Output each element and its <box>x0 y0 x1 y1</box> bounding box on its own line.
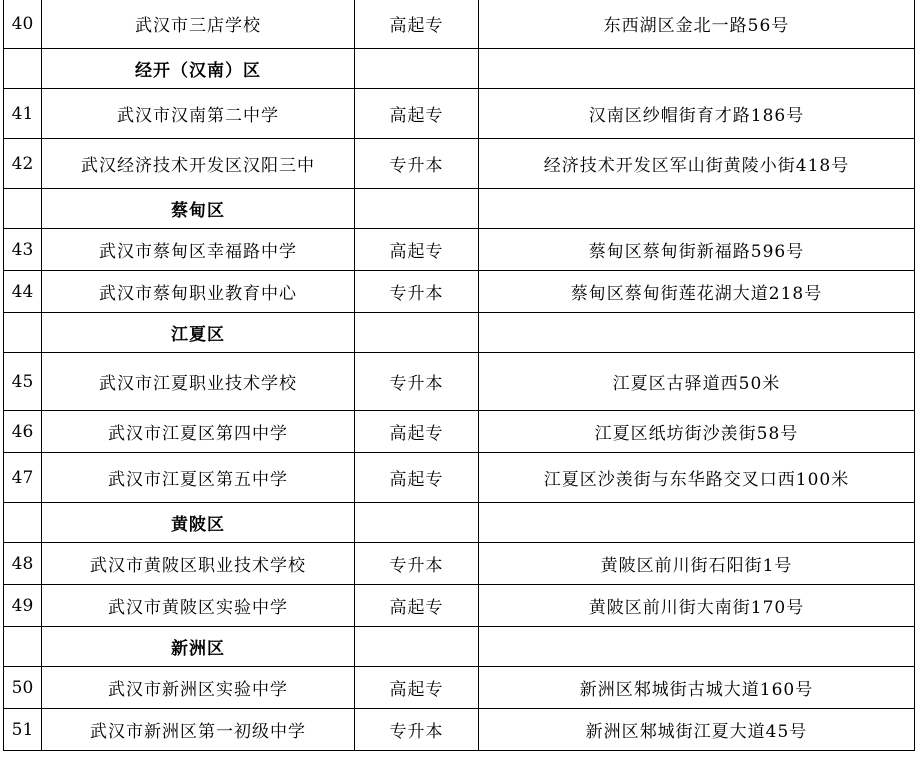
school-number: 42 <box>4 139 42 189</box>
table-row <box>4 585 915 627</box>
table-row <box>4 709 915 751</box>
district-type-cell <box>355 627 479 667</box>
school-address: 经济技术开发区军山街黄陵小街418号 <box>479 139 915 189</box>
school-name: 武汉市黄陂区实验中学 <box>42 585 355 627</box>
school-number: 40 <box>4 0 42 49</box>
school-number: 47 <box>4 453 42 503</box>
district-address-cell <box>479 313 915 353</box>
table-row <box>4 229 915 271</box>
district-number-cell <box>4 503 42 543</box>
school-address: 东西湖区金北一路56号 <box>479 0 915 49</box>
table-row <box>4 353 915 411</box>
program-type: 高起专 <box>355 229 479 271</box>
school-name: 武汉市三店学校 <box>42 0 355 49</box>
school-name: 武汉市蔡甸职业教育中心 <box>42 271 355 313</box>
school-name: 武汉市江夏区第四中学 <box>42 411 355 453</box>
school-address: 黄陂区前川街石阳街1号 <box>479 543 915 585</box>
program-type: 高起专 <box>355 89 479 139</box>
table-row <box>4 543 915 585</box>
district-number-cell <box>4 189 42 229</box>
school-name: 武汉市江夏职业技术学校 <box>42 353 355 411</box>
district-address-cell <box>479 189 915 229</box>
table-row <box>4 667 915 709</box>
school-number: 48 <box>4 543 42 585</box>
table-row <box>4 271 915 313</box>
program-type: 高起专 <box>355 585 479 627</box>
district-address-cell <box>479 49 915 89</box>
school-name: 武汉市江夏区第五中学 <box>42 453 355 503</box>
school-name: 武汉经济技术开发区汉阳三中 <box>42 139 355 189</box>
table-row <box>4 0 915 49</box>
school-number: 43 <box>4 229 42 271</box>
district-header-row <box>4 313 915 353</box>
school-number: 45 <box>4 353 42 411</box>
school-address: 新洲区邾城街古城大道160号 <box>479 667 915 709</box>
school-address: 蔡甸区蔡甸街莲花湖大道218号 <box>479 271 915 313</box>
district-type-cell <box>355 189 479 229</box>
district-type-cell <box>355 49 479 89</box>
school-address: 汉南区纱帽街育才路186号 <box>479 89 915 139</box>
district-number-cell <box>4 49 42 89</box>
district-name: 黄陂区 <box>42 503 355 543</box>
program-type: 专升本 <box>355 543 479 585</box>
program-type: 高起专 <box>355 411 479 453</box>
district-address-cell <box>479 503 915 543</box>
school-number: 49 <box>4 585 42 627</box>
school-address: 江夏区古驿道西50米 <box>479 353 915 411</box>
school-name: 武汉市新洲区第一初级中学 <box>42 709 355 751</box>
program-type: 专升本 <box>355 271 479 313</box>
table-row <box>4 139 915 189</box>
district-number-cell <box>4 627 42 667</box>
district-header-row <box>4 627 915 667</box>
school-name: 武汉市新洲区实验中学 <box>42 667 355 709</box>
district-name: 江夏区 <box>42 313 355 353</box>
school-number: 41 <box>4 89 42 139</box>
table-row <box>4 89 915 139</box>
school-number: 44 <box>4 271 42 313</box>
program-type: 高起专 <box>355 667 479 709</box>
district-header-row <box>4 189 915 229</box>
school-address: 江夏区纸坊街沙羡街58号 <box>479 411 915 453</box>
table-row <box>4 453 915 503</box>
school-address: 新洲区邾城街江夏大道45号 <box>479 709 915 751</box>
program-type: 高起专 <box>355 453 479 503</box>
program-type: 高起专 <box>355 0 479 49</box>
table-row <box>4 411 915 453</box>
district-name: 经开（汉南）区 <box>42 49 355 89</box>
district-type-cell <box>355 503 479 543</box>
district-address-cell <box>479 627 915 667</box>
district-header-row <box>4 49 915 89</box>
program-type: 专升本 <box>355 353 479 411</box>
school-address: 江夏区沙羡街与东华路交叉口西100米 <box>479 453 915 503</box>
program-type: 专升本 <box>355 139 479 189</box>
exam-sites-table <box>3 0 915 751</box>
district-header-row <box>4 503 915 543</box>
school-number: 50 <box>4 667 42 709</box>
school-name: 武汉市黄陂区职业技术学校 <box>42 543 355 585</box>
school-name: 武汉市蔡甸区幸福路中学 <box>42 229 355 271</box>
district-number-cell <box>4 313 42 353</box>
program-type: 专升本 <box>355 709 479 751</box>
school-name: 武汉市汉南第二中学 <box>42 89 355 139</box>
school-address: 黄陂区前川街大南街170号 <box>479 585 915 627</box>
district-name: 新洲区 <box>42 627 355 667</box>
district-type-cell <box>355 313 479 353</box>
district-name: 蔡甸区 <box>42 189 355 229</box>
school-number: 51 <box>4 709 42 751</box>
school-address: 蔡甸区蔡甸街新福路596号 <box>479 229 915 271</box>
school-number: 46 <box>4 411 42 453</box>
